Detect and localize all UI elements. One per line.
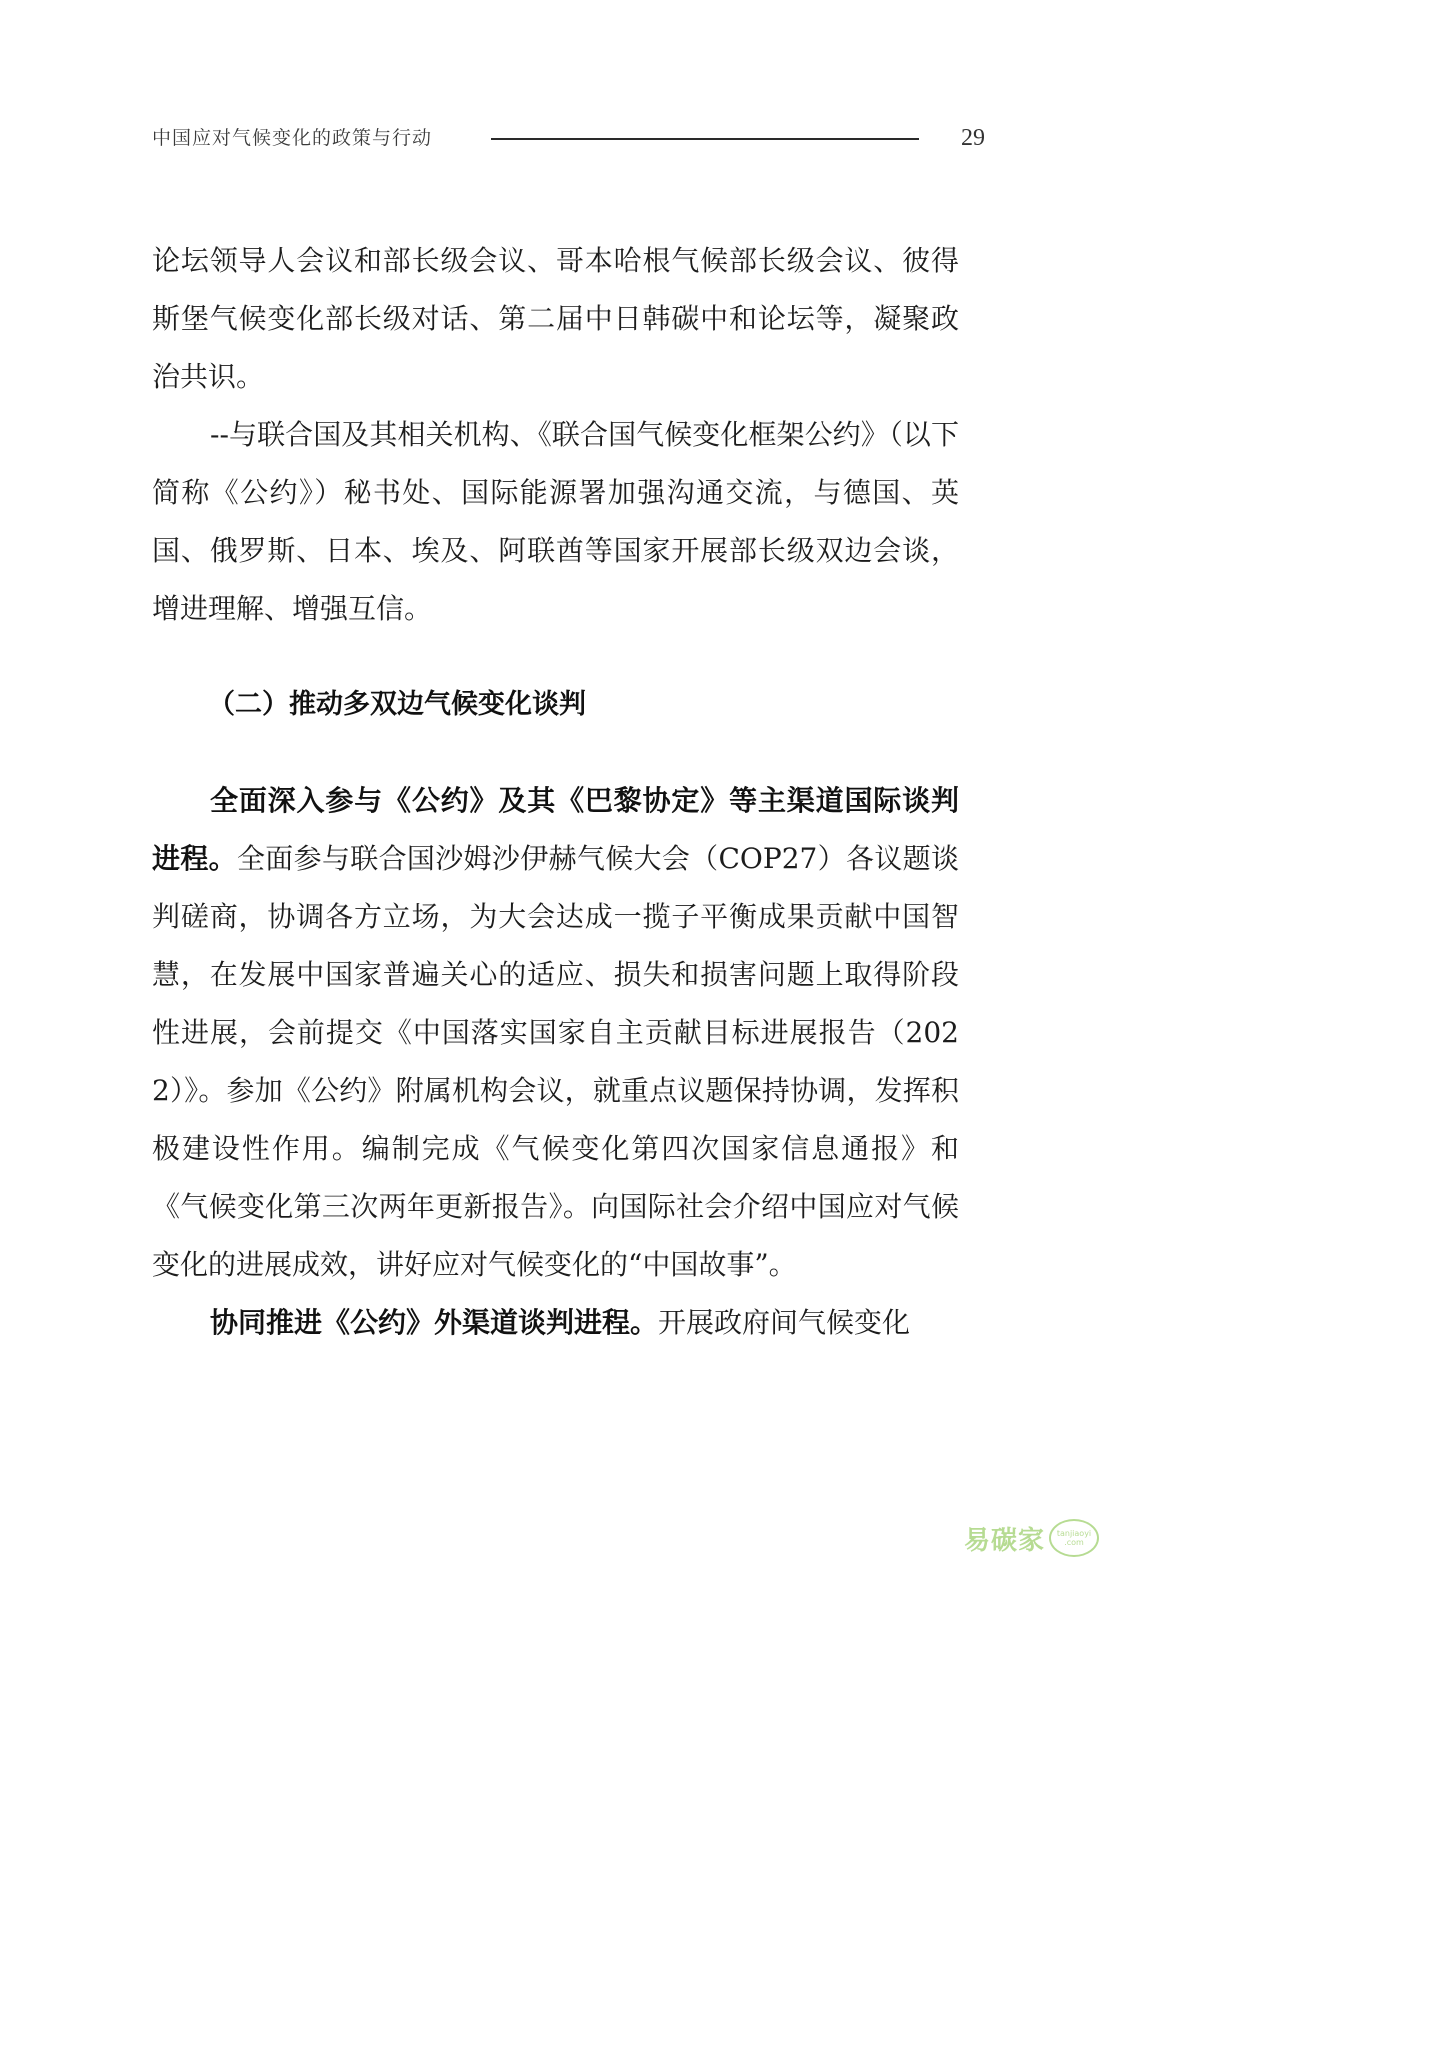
paragraph-main-channel	[152, 772, 959, 1294]
paragraph-lead-other-channels: 协同推进《公约》外渠道谈判进程。	[210, 1306, 659, 1339]
section-heading: （二）推动多双边气候变化谈判	[208, 689, 586, 720]
watermark-logo	[964, 1518, 1099, 1558]
page-number: 29	[961, 125, 985, 151]
paragraph-text-main-channel: 全面参与联合国沙姆沙伊赫气候大会（COP27）各议题谈判磋商，协调各方立场，为大会达成一揽子平衡成果贡献中国智慧，在发展中国家普遍关心的适应、损失和损害问题上取得阶段性进展，会前提交《中国落实国家自主贡献目标进展报告（2022）》。参加《公约》附属机构会议，就重点议题保持协调，发挥积极建设性作用。编制完成《气候变化第四次国家信息通报》和《气候变化第三次两年更新报告》。向国际社会介绍中国应对气候变化的进展成效，讲好应对气候变化的“中国故事”。	[152, 842, 959, 1281]
paragraph-continuation: 论坛领导人会议和部长级会议、哥本哈根气候部长级会议、彼得斯堡气候变化部长级对话、第二届中日韩碳中和论坛等，凝聚政治共识。	[152, 244, 959, 393]
header-rule	[491, 138, 919, 140]
page-body	[152, 232, 959, 1352]
page-header	[152, 122, 985, 154]
paragraph-other-channels	[152, 1294, 959, 1352]
paragraph-un-cooperation: --与联合国及其相关机构、《联合国气候变化框架公约》（以下简称《公约》）秘书处、国际能源署加强沟通交流，与德国、英国、俄罗斯、日本、埃及、阿联酋等国家开展部长级双边会谈，增进理解、增强互信。	[152, 418, 959, 625]
watermark-badge-icon	[1049, 1519, 1099, 1557]
watermark-badge-line1: tanjiaoyi	[1056, 1529, 1092, 1538]
running-title: 中国应对气候变化的政策与行动	[152, 127, 433, 149]
paragraph-text-other-channels: 开展政府间气候变化	[658, 1306, 911, 1339]
paragraph-lead-main-channel: 全面深入参与《公约》及其《巴黎协定》等主渠道国际谈判进程。	[152, 784, 959, 875]
watermark-text: 易碳家	[963, 1525, 1045, 1556]
watermark-badge-line2: .com	[1064, 1538, 1084, 1547]
